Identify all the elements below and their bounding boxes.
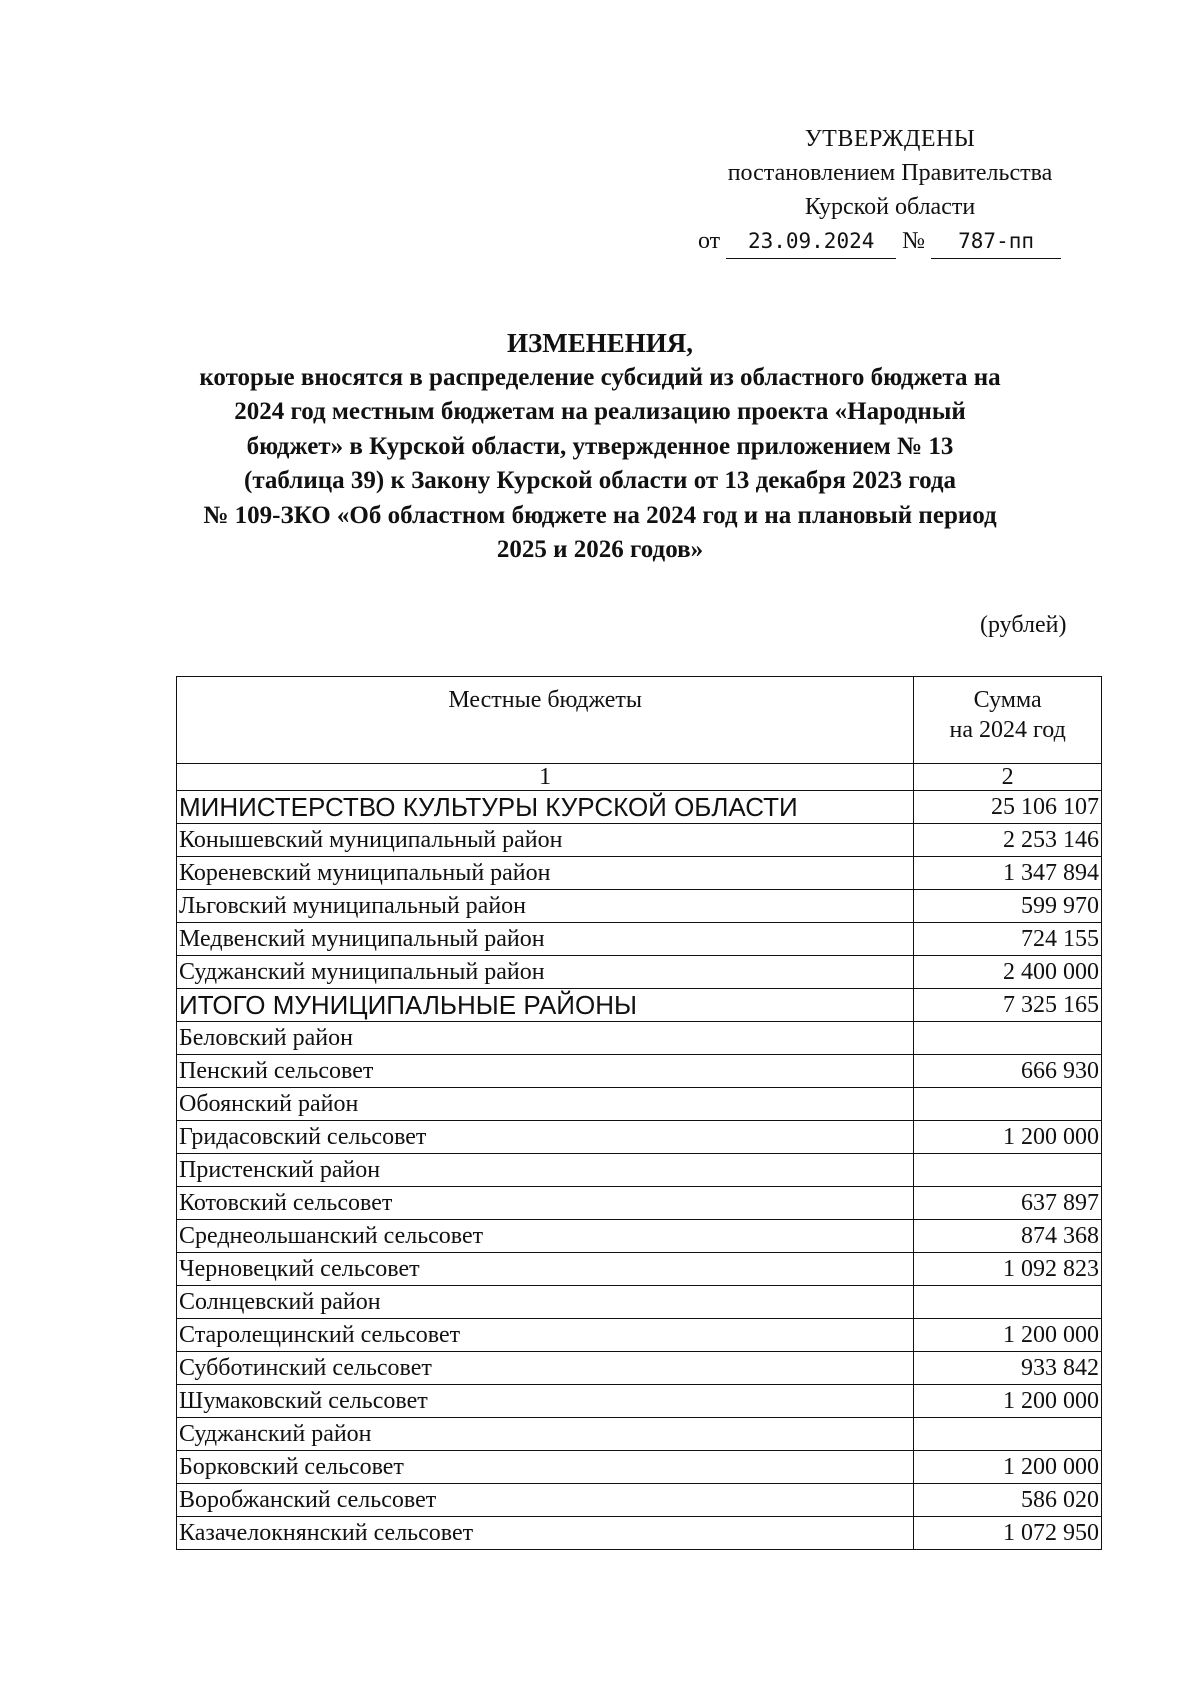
amount-cell: 586 020 — [914, 1484, 1102, 1517]
table-row — [177, 1220, 1102, 1253]
date-prefix: от — [698, 228, 721, 254]
amount-cell: 25 106 107 — [914, 791, 1102, 824]
table-row — [177, 1154, 1102, 1187]
amount-cell: 7 325 165 — [914, 989, 1102, 1022]
budget-name-cell: МИНИСТЕРСТВО КУЛЬТУРЫ КУРСКОЙ ОБЛАСТИ — [177, 791, 914, 824]
column-number-1: 1 — [177, 764, 914, 791]
amount-cell: 724 155 — [914, 923, 1102, 956]
budget-name-cell: Котовский сельсовет — [177, 1187, 914, 1220]
budget-name-cell: Гридасовский сельсовет — [177, 1121, 914, 1154]
budget-name-cell: Пристенский район — [177, 1154, 914, 1187]
amount-cell: 2 400 000 — [914, 956, 1102, 989]
amount-cell — [914, 1418, 1102, 1451]
budget-name-cell: Шумаковский сельсовет — [177, 1385, 914, 1418]
table-row — [177, 1121, 1102, 1154]
table-row — [177, 1022, 1102, 1055]
table-row — [177, 989, 1102, 1022]
table-row — [177, 824, 1102, 857]
amount-cell — [914, 1088, 1102, 1121]
amount-cell — [914, 1154, 1102, 1187]
table-row — [177, 791, 1102, 824]
approval-block — [690, 122, 1090, 259]
budget-name-cell: Субботинский сельсовет — [177, 1352, 914, 1385]
table-row — [177, 1484, 1102, 1517]
table-row — [177, 923, 1102, 956]
title-main: ИЗМЕНЕНИЯ, — [506, 328, 693, 358]
header-amount — [914, 677, 1102, 764]
table-row — [177, 1517, 1102, 1550]
budget-name-cell: Старолещинский сельсовет — [177, 1319, 914, 1352]
table-row — [177, 1418, 1102, 1451]
budget-name-cell: Среднеольшанский сельсовет — [177, 1220, 914, 1253]
amount-cell: 1 200 000 — [914, 1451, 1102, 1484]
table-row — [177, 1319, 1102, 1352]
title-line: № 109-ЗКО «Об областном бюджете на 2024 год и на плановый период — [203, 501, 997, 529]
header-local-budgets: Местные бюджеты — [177, 677, 914, 764]
approval-number: 787-пп — [931, 224, 1061, 259]
budget-name-cell: Льговский муниципальный район — [177, 890, 914, 923]
amount-cell: 1 347 894 — [914, 857, 1102, 890]
table-row — [177, 1187, 1102, 1220]
amount-cell: 874 368 — [914, 1220, 1102, 1253]
amount-cell: 599 970 — [914, 890, 1102, 923]
table-row — [177, 857, 1102, 890]
budget-name-cell: Кореневский муниципальный район — [177, 857, 914, 890]
title-line: 2025 и 2026 годов» — [496, 536, 704, 563]
approval-line-1: постановлением Правительства — [727, 160, 1053, 186]
table-row — [177, 890, 1102, 923]
column-number-2: 2 — [914, 764, 1102, 791]
amount-cell: 1 072 950 — [914, 1517, 1102, 1550]
budget-name-cell: Казачелокнянский сельсовет — [177, 1517, 914, 1550]
table-row — [177, 1451, 1102, 1484]
units-label: (рублей) — [980, 612, 1067, 638]
amount-cell: 1 200 000 — [914, 1121, 1102, 1154]
amount-cell — [914, 1286, 1102, 1319]
budget-name-cell: Беловский район — [177, 1022, 914, 1055]
amount-cell: 637 897 — [914, 1187, 1102, 1220]
table-row — [177, 1055, 1102, 1088]
header-amount-line-2: на 2024 год — [949, 717, 1066, 743]
header-amount-line-1: Сумма — [973, 687, 1042, 713]
column-number-row — [177, 764, 1102, 791]
approval-heading: УТВЕРЖДЕНЫ — [804, 126, 976, 152]
table-row — [177, 1286, 1102, 1319]
budget-table — [176, 676, 1102, 1550]
budget-name-cell: Конышевский муниципальный район — [177, 824, 914, 857]
title-line: бюджет» в Курской области, утвержденное приложением № 13 — [246, 432, 954, 460]
amount-cell: 2 253 146 — [914, 824, 1102, 857]
budget-name-cell: Суджанский район — [177, 1418, 914, 1451]
amount-cell: 666 930 — [914, 1055, 1102, 1088]
budget-name-cell: Борковский сельсовет — [177, 1451, 914, 1484]
budget-name-cell: Воробжанский сельсовет — [177, 1484, 914, 1517]
approval-reference — [690, 224, 1090, 259]
budget-name-cell: Обоянский район — [177, 1088, 914, 1121]
table-row — [177, 1352, 1102, 1385]
table-header-row — [177, 677, 1102, 764]
approval-date: 23.09.2024 — [726, 224, 896, 259]
table-row — [177, 1088, 1102, 1121]
table-row — [177, 1385, 1102, 1418]
title-line: (таблица 39) к Закону Курской области от 13 декабря 2023 года — [244, 467, 956, 494]
budget-name-cell: Суджанский муниципальный район — [177, 956, 914, 989]
budget-name-cell: Пенский сельсовет — [177, 1055, 914, 1088]
document-title — [140, 326, 1060, 568]
title-line: которые вносятся в распределение субсидий из областного бюджета на — [199, 363, 1001, 391]
table-row — [177, 956, 1102, 989]
amount-cell: 1 200 000 — [914, 1385, 1102, 1418]
budget-name-cell: Черновецкий сельсовет — [177, 1253, 914, 1286]
table-row — [177, 1253, 1102, 1286]
amount-cell — [914, 1022, 1102, 1055]
amount-cell: 933 842 — [914, 1352, 1102, 1385]
amount-cell: 1 092 823 — [914, 1253, 1102, 1286]
amount-cell: 1 200 000 — [914, 1319, 1102, 1352]
approval-line-2: Курской области — [804, 194, 976, 220]
number-prefix: № — [902, 228, 926, 254]
budget-name-cell: Медвенский муниципальный район — [177, 923, 914, 956]
budget-name-cell: Солнцевский район — [177, 1286, 914, 1319]
budget-name-cell: ИТОГО МУНИЦИПАЛЬНЫЕ РАЙОНЫ — [177, 989, 914, 1022]
title-line: 2024 год местным бюджетам на реализацию проекта «Народный — [234, 398, 966, 425]
